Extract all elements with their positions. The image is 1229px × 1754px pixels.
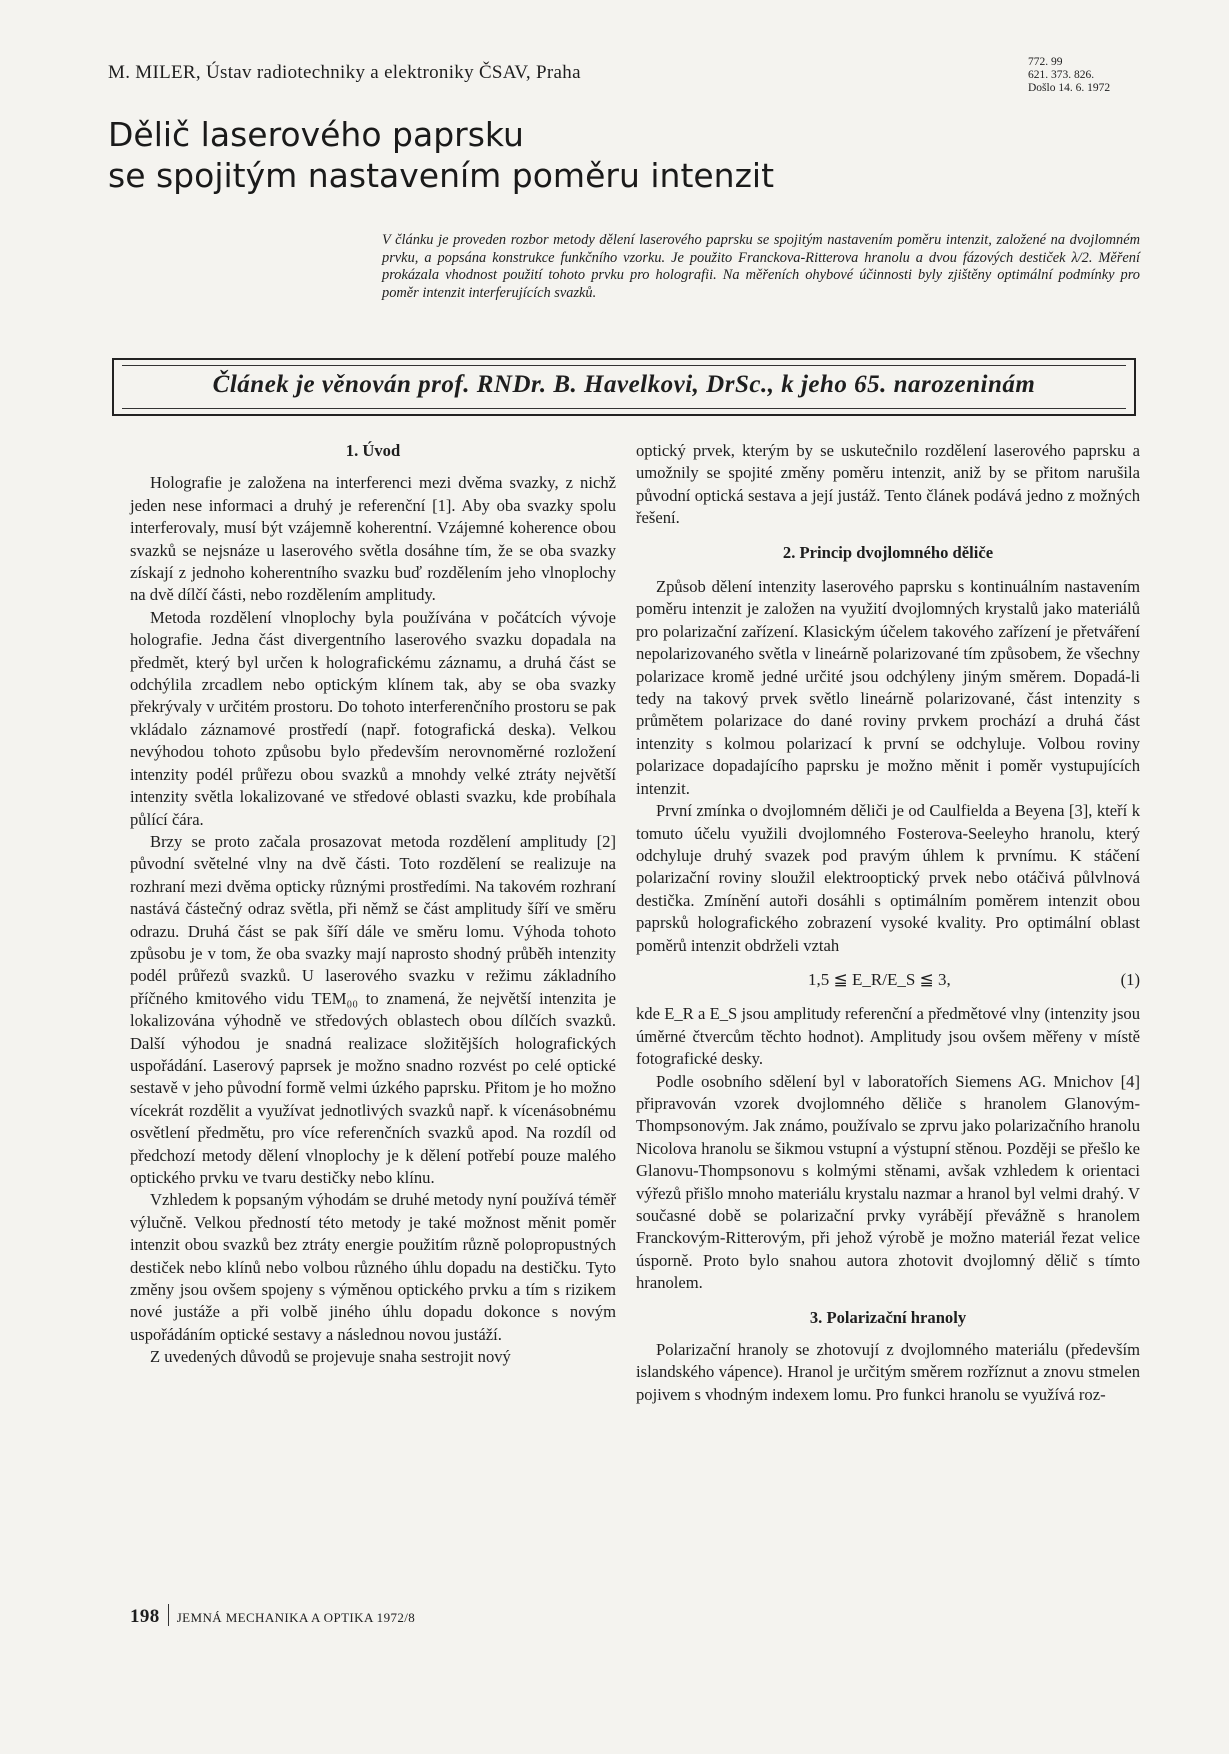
paragraph: optický prvek, kterým by se uskutečnilo rozdělení laserového paprsku a umožnily se spojité změny poměru intenzit, aniž by se přitom narušila původní optická sestava a její justáž. Tento článek podává jedno z možných řešení.: [636, 441, 1140, 528]
left-column: [130, 440, 616, 1369]
dedication-box: [112, 358, 1136, 416]
udc-code-2: 621. 373. 826.: [1028, 69, 1095, 81]
paragraph: Podle osobního sdělení byl v laboratořích Siemens AG. Mnichov [4] připravován vzorek dvojlomného děliče s hranolem Glanovým-Thompsonovým. Jak známo, používalo se zprvu jako polarizačního hranolu Nicolova hranolu se šikmou vstupní a výstupní stěnou. Později se přešlo ke Glanovu-Thompsonovu s kolmými stěnami, avšak vzhledem k orientaci výřezů přišlo mnoho materiálu krystalu nazmar a hranol byl velmi drahý. V současné době se polarizační prvky vyrábějí převážně s hranolem Franckovým-Ritterovým, při jehož výrobě je možno materiál řezat velice úsporně. Proto bylo snahou autora zhotovit dvojlomný dělič s tímto hranolem.: [636, 1071, 1140, 1293]
footer-divider: [168, 1604, 169, 1626]
dedication-rule-bottom: [122, 408, 1126, 409]
paragraph: kde E_R a E_S jsou amplitudy referenční a předmětové vlny (intenzity jsou úměrné čtvercům těchto hodnot). Amplitudy jsou ovšem měřeny v místě fotografické desky.: [636, 1004, 1140, 1069]
dedication-rule-top: [122, 365, 1126, 366]
equation-number: (1): [1120, 969, 1140, 989]
received-date: Došlo 14. 6. 1972: [1028, 82, 1111, 94]
title-line-2: se spojitým nastavením poměru intenzit: [108, 156, 775, 195]
paragraph: Holografie je založena na interferenci mezi dvěma svazky, z nichž jeden nese informaci a druhý je referenční [1]. Aby oba svazky spolu interferovaly, musí být vzájemně koherentní. Vzájemné koherence obou svazků se nejsnáze u laserového světla dosáhne tím, že se oba svazky získají z jednoho koherentního svazku buď rozdělením jeho vlnoplochy na dvě dílčí části, nebo rozdělením amplitudy.: [130, 473, 616, 605]
paragraph: První zmínka o dvojlomném děliči je od Caulfielda a Beyena [3], kteří k tomuto účelu využili dvojlomného Fosterova-Seeleyho hranolu, který odchyluje druhý svazek pod pravým úhlem k prvnímu. K stáčení polarizační roviny sloužil elektrooptický prvek nebo otáčivá půlvlnová destička. Zmínění autoři dosáhli s optimálním poměrem intenzit obou paprsků holografického zobrazení vysoké kvality. Pro optimální oblast poměrů intenzit obdrželi vztah: [636, 801, 1140, 955]
section-heading-intro: 1. Úvod: [345, 441, 401, 460]
abstract: V článku je proveden rozbor metody dělení laserového paprsku se spojitým nastavením poměru intenzit, založené na dvojlomném prvku, a popsána konstrukce funkčního vzorku. Je použito Franckova-Ritterova hranolu a dvou fázových destiček λ/2. Měření prokázala vhodnost použití tohoto prvku pro holografii. Na měřeních ohybové účinnosti byly zjištěny optimální podmínky pro poměr intenzit interferujících svazků.: [382, 232, 1140, 301]
paragraph: Způsob dělení intenzity laserového paprsku s kontinuálním nastavením poměru intenzit je založen na využití dvojlomných krystalů jako materiálů pro polarizační zařízení. Klasickým účelem takového zařízení je přetváření nepolarizovaného světla v lineárně polarizované tím způsobem, že všechny polarizace kromě jedné určité jsou odchýleny jiným směrem. Dopadá-li tedy na takový prvek světlo lineárně polarizované, část intenzity s průmětem polarizace do dané roviny prvkem prochází a druhá část intenzity s kolmou polarizací k první se odchyluje. Volbou roviny polarizace dopadajícího paprsku je možno měnit i poměr vystupujících intenzit.: [636, 577, 1140, 798]
author-affiliation: M. MILER, Ústav radiotechniky a elektroniky ČSAV, Praha: [108, 62, 581, 83]
section-heading-prisms: 3. Polarizační hranoly: [809, 1307, 967, 1327]
paragraph: Z uvedených důvodů se projevuje snaha sestrojit nový: [150, 1347, 511, 1367]
right-column: [636, 440, 1140, 1406]
paragraph: Polarizační hranoly se zhotovují z dvojlomného materiálu (především islandského vápence). Hranol je určitým směrem rozříznut a znovu stmelen pojivem s vhodným indexem lomu. Pro funkci hranolu se využívá roz-: [636, 1340, 1140, 1404]
title-line-1: Dělič laserového paprsku: [108, 115, 524, 154]
journal-name: JEMNÁ MECHANIKA A OPTIKA 1972/8: [176, 1610, 416, 1625]
paragraph: Vzhledem k popsaným výhodám se druhé metody nyní používá téměř výlučně. Velkou předností této metody je také možnost měnit poměr intenzit obou svazků bez ztráty energie použitím různě polopropustných destiček nebo klínů nebo volbou různého úhlu dopadu na destičku. Tyto změny jsou ovšem spojeny s výměnou optického prvku a tím s rizikem nové justáže a při volbě jiného úhlu dopadu dokonce s novým uspořádáním optické sestavy a následnou novou justáží.: [130, 1190, 616, 1344]
equation-1: [636, 969, 1140, 991]
classification-codes: [1028, 56, 1110, 95]
dedication-text: Článek je věnován prof. RNDr. B. Havelkovi, DrSc., k jeho 65. narozeninám: [212, 371, 1036, 398]
paragraph: Metoda rozdělení vlnoplochy byla používána v počátcích vývoje holografie. Jedna část divergentního laserového svazku dopadala na předmět, který byl určen k holografickému záznamu, a druhá část se odchýlila zrcadlem nebo optickým klínem tak, aby se oba svazky překrývaly v určitém prostoru. Do tohoto interferenčního prostoru se pak vkládalo záznamové prostředí (např. fotografická deska). Velkou nevýhodou tohoto způsobu bylo především nerovnoměrné rozložení intenzity podél průřezu obou svazků a mnohdy velké ztráty největší intenzity světla lokalizované ve středové oblasti svazku, kde probíhala půlící čára.: [130, 607, 616, 829]
paragraph: Brzy se proto začala prosazovat metoda rozdělení amplitudy [2] původní světelné vlny na dvě části. Toto rozdělení se realizuje na rozhraní mezi dvěma opticky různými prostředími. Na takovém rozhraní nastává částečný odraz světla, při němž se část amplitudy šíří ve směru odrazu. Druhá část se pak šíří dále ve směru lomu. Výhoda tohoto způsobu je v tom, že oba svazky mají naprosto shodný průběh intenzity podél průřezů svazků. U laserového svazku v režimu základního příčného kmitového vidu TEM₀₀ to znamená, že největší intenzita je lokalizována výhodně ve středových oblastech obou dílčích svazků. Další výhodou je snadná realizace složitějších holografických uspořádání. Laserový paprsek je možno snadno rozvést po celé optické sestavě v jeho původní formě velmi úzkého paprsku. Přitom je ho možno vícekrát rozdělit a využívat jednotlivých svazků např. k vícenásobnému osvětlení předmětu, pro více referenčních svazků apod. Na rozdíl od předchozí metody dělení vlnoplochy je k dělení potřebí pouze malého optického prvku ve tvaru destičky nebo klínu.: [130, 831, 616, 1187]
article-title: [108, 114, 774, 196]
page-number: 198: [130, 1606, 160, 1627]
udc-code-1: 772. 99: [1028, 56, 1063, 68]
equation-formula: 1,5 ≦ E_R/E_S ≦ 3,: [808, 969, 951, 989]
section-heading-principle: 2. Princip dvojlomného děliče: [782, 542, 994, 562]
page-footer: [130, 1604, 415, 1628]
